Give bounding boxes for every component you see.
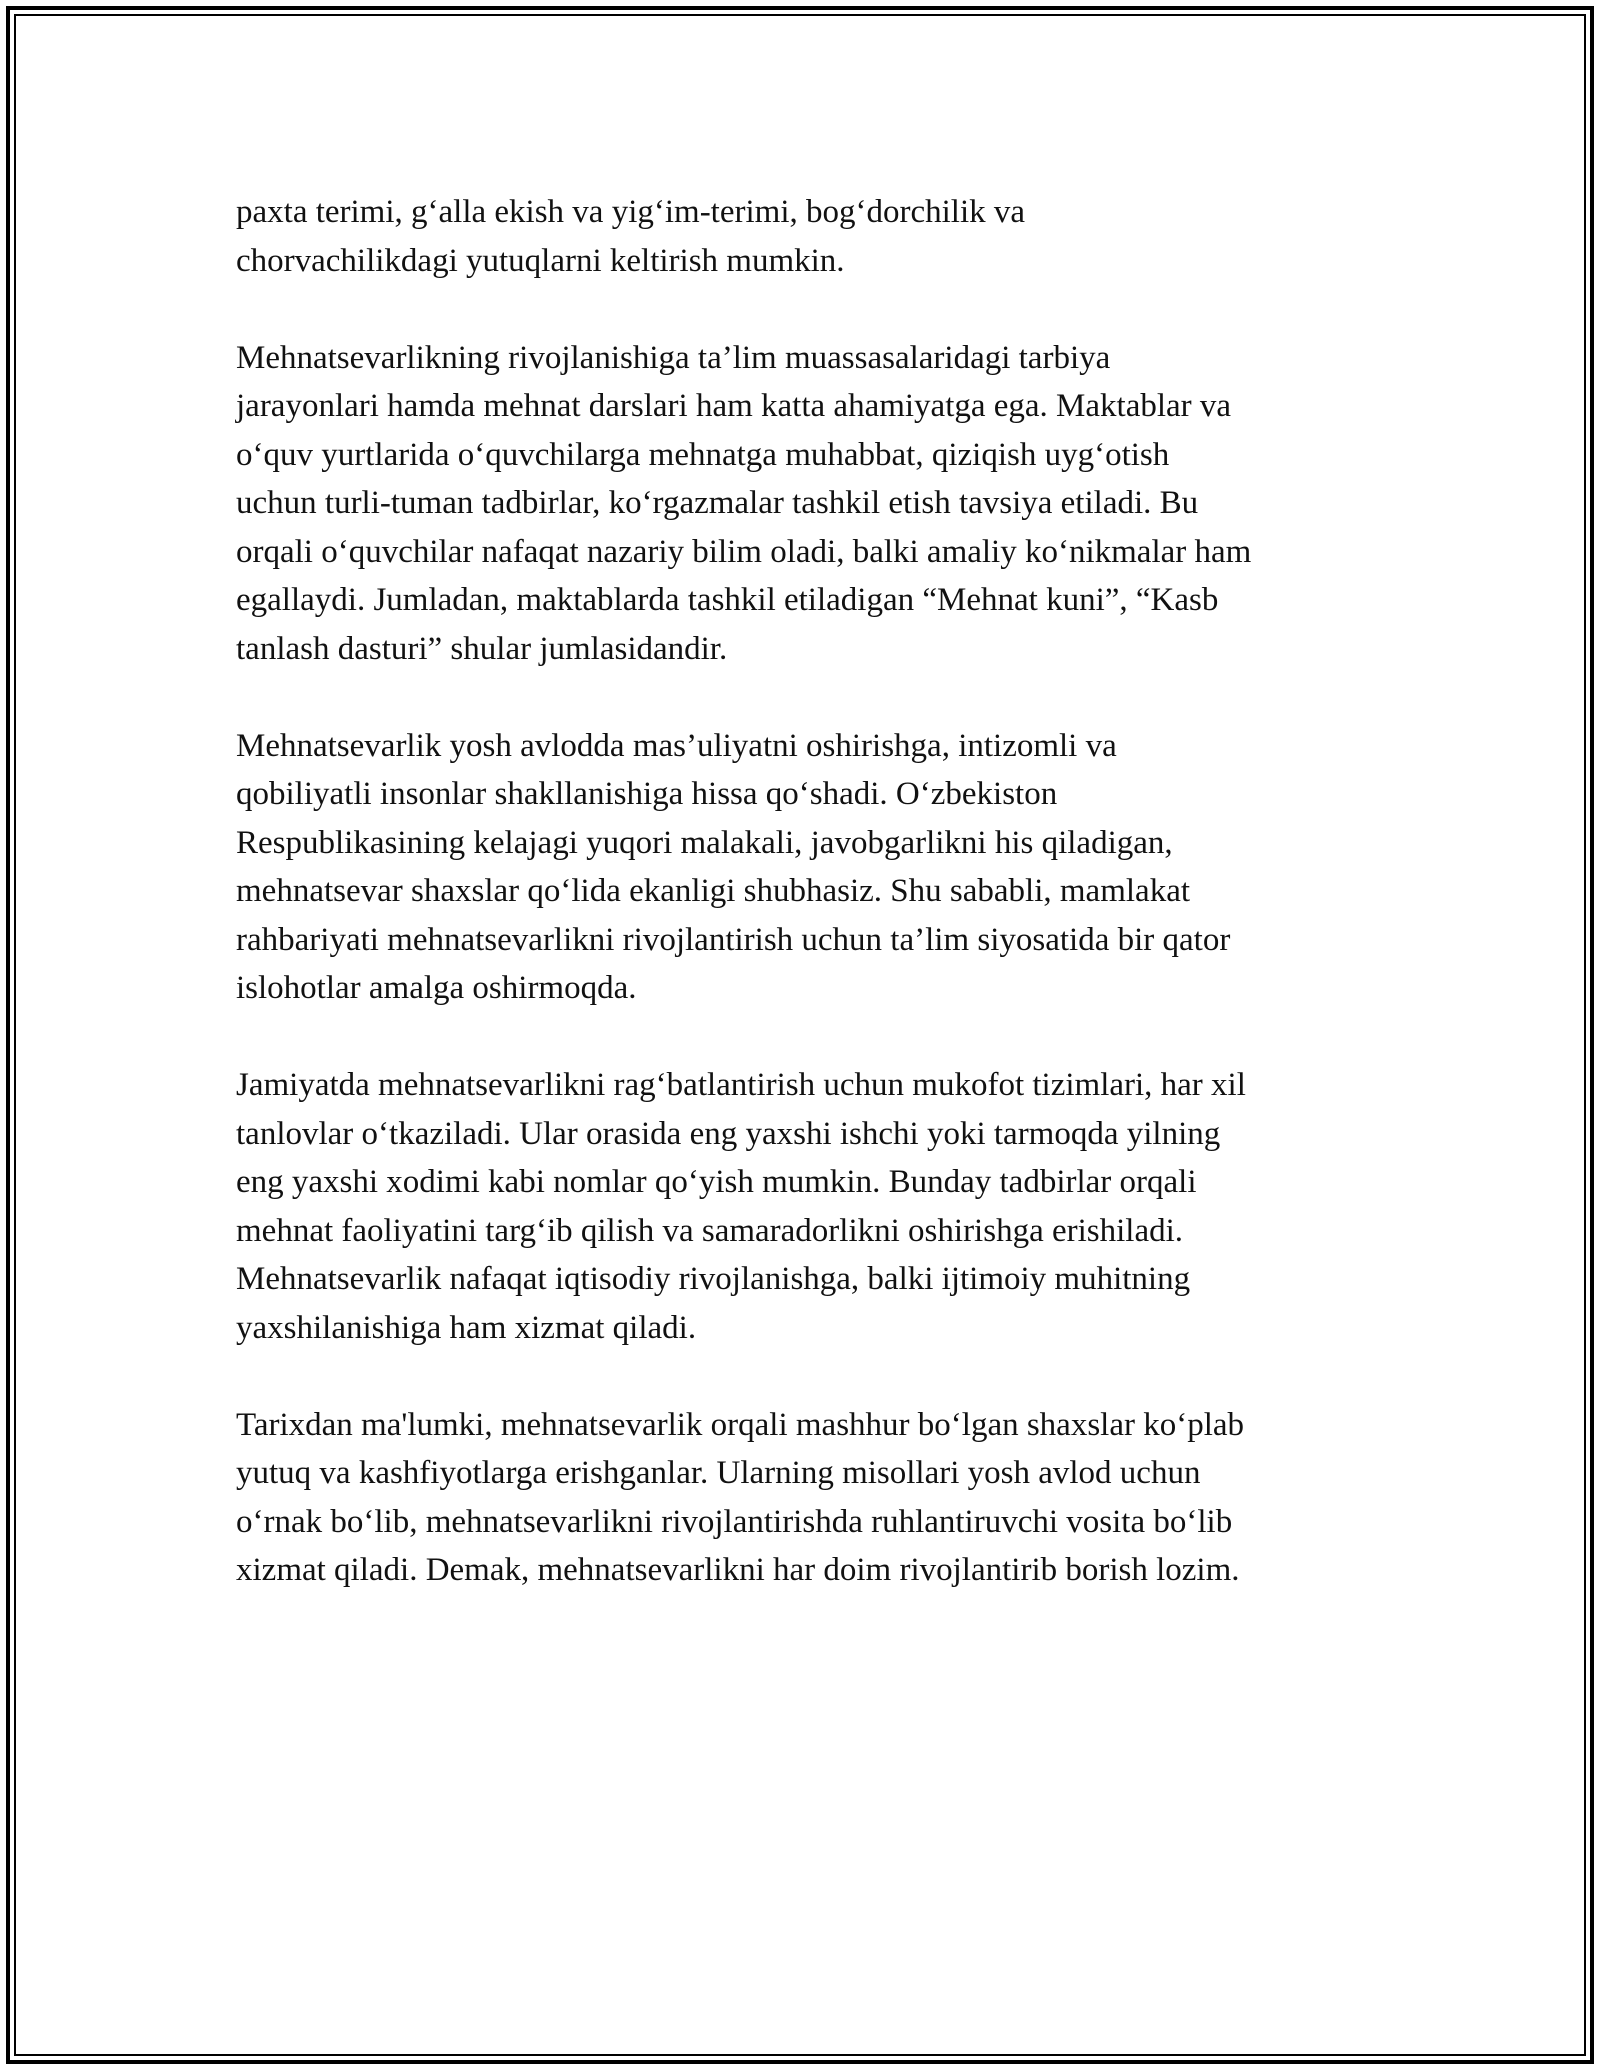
- paragraph-line: uchun turli-tuman tadbirlar, ko‘rgazmalar tashkil etish tavsiya etiladi. Bu: [236, 485, 1199, 521]
- paragraph-5: [236, 1401, 1386, 1595]
- paragraph-line: egallaydi. Jumladan, maktablarda tashkil etiladigan “Mehnat kuni”, “Kasb: [236, 582, 1219, 618]
- paragraph-line: mehnat faoliyatini targ‘ib qilish va samaradorlikni oshirishga erishiladi.: [236, 1212, 1184, 1249]
- paragraph-line: Jamiyatda mehnatsevarlikni rag‘batlantirish uchun mukofot tizimlari, har xil: [236, 1067, 1246, 1103]
- paragraph-3: [236, 722, 1386, 1013]
- paragraph-line: paxta terimi, g‘alla ekish va yig‘im-terimi, bog‘dorchilik va: [236, 194, 1026, 230]
- paragraph-line: tanlash dasturi” shular jumlasidandir.: [236, 630, 728, 667]
- paragraph-2: [236, 334, 1386, 674]
- paragraph-line: jarayonlari hamda mehnat darslari ham katta ahamiyatga ega. Maktablar va: [236, 388, 1232, 424]
- paragraph-line: Respublikasining kelajagi yuqori malakali, javobgarlikni his qiladigan,: [236, 824, 1173, 861]
- paragraph-line: Tarixdan ma'lumki, mehnatsevarlik orqali mashhur bo‘lgan shaxslar ko‘plab: [236, 1406, 1245, 1443]
- paragraph-line: o‘quv yurtlarida o‘quvchilarga mehnatga muhabbat, qiziqish uyg‘otish: [236, 436, 1170, 473]
- document-body: [236, 188, 1386, 1643]
- paragraph-line: tanlovlar o‘tkaziladi. Ular orasida eng yaxshi ishchi yoki tarmoqda yilning: [236, 1115, 1221, 1152]
- paragraph-line: mehnatsevar shaxslar qo‘lida ekanligi shubhasiz. Shu sababli, mamlakat: [236, 873, 1191, 909]
- paragraph-1: [236, 188, 1386, 285]
- paragraph-line: Mehnatsevarlikning rivojlanishiga ta’lim muassasalaridagi tarbiya: [236, 339, 1111, 376]
- paragraph-line: chorvachilikdagi yutuqlarni keltirish mumkin.: [236, 242, 845, 279]
- paragraph-4: [236, 1061, 1386, 1352]
- paragraph-line: eng yaxshi xodimi kabi nomlar qo‘yish mumkin. Bunday tadbirlar orqali: [236, 1164, 1197, 1200]
- paragraph-line: Mehnatsevarlik nafaqat iqtisodiy rivojlanishga, balki ijtimoiy muhitning: [236, 1261, 1191, 1297]
- paragraph-line: qobiliyatli insonlar shakllanishiga hissa qo‘shadi. O‘zbekiston: [236, 776, 1058, 812]
- paragraph-line: yutuq va kashfiyotlarga erishganlar. Ularning misollari yosh avlod uchun: [236, 1455, 1201, 1491]
- paragraph-line: xizmat qiladi. Demak, mehnatsevarlikni har doim rivojlantirib borish lozim.: [236, 1552, 1240, 1588]
- paragraph-line: o‘rnak bo‘lib, mehnatsevarlikni rivojlantirishda ruhlantiruvchi vosita bo‘lib: [236, 1503, 1233, 1540]
- paragraph-line: rahbariyati mehnatsevarlikni rivojlantirish uchun ta’lim siyosatida bir qator: [236, 921, 1231, 958]
- paragraph-line: orqali o‘quvchilar nafaqat nazariy bilim oladi, balki amaliy ko‘nikmalar ham: [236, 533, 1252, 570]
- paragraph-line: Mehnatsevarlik yosh avlodda mas’uliyatni oshirishga, intizomli va: [236, 727, 1117, 764]
- paragraph-line: islohotlar amalga oshirmoqda.: [236, 970, 637, 1006]
- paragraph-line: yaxshilanishiga ham xizmat qiladi.: [236, 1309, 697, 1346]
